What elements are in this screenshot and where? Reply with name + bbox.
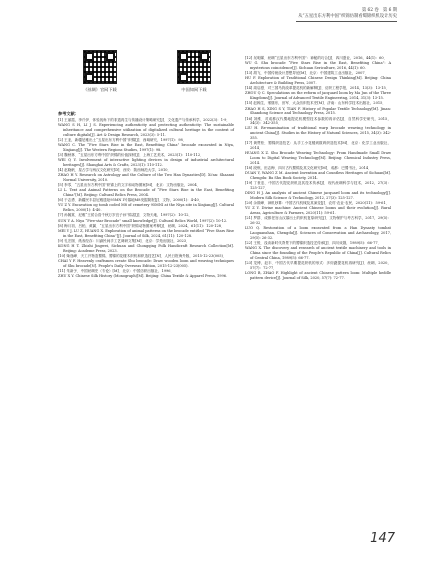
reference-entry: LUO Q. Restoration of a loom excavated from a Han Dynasty tombat Laoguanshan, Chengdu[J]. Sciences of Conservation and Archaeology, 2017, 29(5): 26-32.: [245, 226, 391, 241]
reference-entry: [13] 胡飞．中国传统设计思想导论[M]．北京：中国建筑工业出版社，2007．: [245, 71, 369, 76]
reference-entry: [10] 柴逸峰．天工开物造蜀锦，蜀锦的花楼木织机和织造技艺[N]．人民日报海外版，2015-12-23(005)．: [58, 253, 227, 258]
qr-cnki[interactable]: [166, 50, 222, 93]
reference-entry: [17] 黄赞松．蜀锦织造技艺：从手工小花楼到数码织造技术[M]．北京：化学工业出版社，2014．: [245, 141, 391, 151]
reference-entry: YU Z Y. Excavation og tomb coded M8 of cemetery 95MNI at the Niya site in Xinjiang[J]. Cultural Relics, 2000(1): 4-40.: [58, 203, 234, 213]
references-left-column: [58, 112, 234, 279]
reference-entry: [8] 梅月初，吕柏，黄翼．“五星出东方利中国”织锦动物图案考释[J]．丝绸，2024，61(11)：120-128．: [58, 223, 225, 228]
reference-entry: ZHU X Y. Chinese Silk History (Monograph)[M]. Beijing: China Textile & Apparel Press, 1996.: [58, 274, 228, 279]
running-header: [298, 8, 397, 20]
reference-entry: [1] 王丽霞，李斤伊．体验视角下的非遗再生与传播设计策略研究[J]．文化遗产与传承科学，2022(3)：1-9．: [58, 117, 230, 122]
reference-entry: WANG S H, LI J S. Experiencing authenticity and protecting authenticity: The sustainable inheritance and comprehensive utilization of digitalized cultural heritage in the context of culture digitals[J]. Art & Design Research, 2023(3): 5-11.: [58, 122, 234, 137]
reference-entry: DUAN Y, WANG Z M. Ancient Invention and Countless Heritages of Sichuan[M]. Chengdu: Ba Shu Book Society, 2014.: [245, 171, 391, 181]
reference-entry: [11] 朱新予．中国丝绸史（专论）[M]．北京：中国纺织出版社，1996．: [58, 269, 175, 274]
references-right-column: [245, 56, 391, 281]
reference-entry: WANG X. The discovery and research of ancient textile machinery and tools in China since the founding of the People's Republic of China[J]. Cultural Relics of Central China, 1989(5): 66-77.: [245, 246, 391, 260]
reference-entry: [19] 丁世忠．中国古代提花织机及其技术传承[J]．现代丝绸科学与技术，2012，27(3)：125-127．: [245, 181, 391, 191]
article-running-title: 从“五星出东方利中国”织锦仿制看蜀锦织机设计历史: [298, 14, 397, 19]
reference-entry: [16] 刘维．对成都汉代蜀地提花机模型技术参数的再评估[J]．自然科学史研究，2015，34(3)：342-355．: [245, 116, 391, 126]
reference-entry: [20] 余筱峰．神机妙算：中国古代机械及其演变[J]．农村·农业·农民，2020(11)：59-61．: [245, 201, 390, 206]
reference-entry: [18] 段炼，田志梅．四川古代蜀锦及其文化研究[M]．成都：巴蜀书社，2014．: [245, 166, 372, 171]
qr-cnki-caption: 中国知网下载: [181, 87, 207, 92]
reference-entry: HU F. Exploration of Traditional Chinese Design Thinking[M]. Beijing: China Architecture & Building Press, 2007.: [245, 76, 391, 86]
reference-entry: LIU H. Re-examination of traditional warp brocade weaving technology in ancient China[J]. Studies in the History of Natural Sciences, 2015, 34(3): 342-355.: [245, 126, 391, 141]
reference-entry: [4] 赵晓帆．星占学与两汉文化研究[D]．西安：陕西师范大学，2010．: [58, 168, 172, 173]
reference-entry: [9] 孔宏图．纸寿经存：川渝民间手工艺调研文集[M]．北京：学苑出版社，2023．: [58, 238, 190, 243]
references-heading: 参考文献：: [58, 111, 79, 116]
reference-entry: [12] 吴明娣．丝绸“五星出东方利中国”：神秘的巧合[J]．四川蚕业，2016，44(1)：60．: [245, 56, 388, 60]
reference-entry: [22] 王锐．浅谈新时代背景下的蜀锦织造技艺传承[J]．四川戏剧，1989(5)：66-77．: [245, 241, 382, 246]
reference-entry: ZHOU Q C. Speculations on the reform of jacquard loom by Ma Jun of the Three Kingdoms[J]. Journal of Advanced Textile Engineering, 2014, 31(3): 13-15.: [245, 91, 391, 101]
reference-entry: HUANG X Z. Shu Brocade Weaving Technology: From Handmade Small Draw Loom to Digital Weaving Technology[M]. Beijing: Chemical Industry Press, 2014.: [245, 151, 391, 165]
reference-entry: WANG C. The “Five Stars Rise in the East, Benefiting China” brocade excavated in Niya, Xinjiang[J]. The Western Regions Studies, 1997(1): 98.: [58, 142, 234, 152]
reference-entry: LONG B, ZHAO F. Highlight of ancient Chinese pattern loom: Multiple heddle pattern device[J]. Journal of Silk, 2020, 57(7): 72-77.: [245, 271, 391, 280]
qr-code-icon[interactable]: [177, 50, 211, 84]
reference-entry: [7] 孙毓棠．尼雅“王侯合昏千秋万岁宜子孙”锦衾[J]．文物天地，1997(2)：10-12．: [58, 213, 193, 218]
reference-entry: YU Z Y. Divine machine: Ancient Chinese looms and their evolution[J]. Rural Areas, Agriculture & Farmers, 2020(11): 59-61.: [245, 206, 391, 216]
reference-entry: LI L. Text and Animal Patterns on the Brocade of “Five Stars Rise in the East, Benefiting China”[M]. Beijing: Cultural Relics Press, 2004.: [58, 188, 234, 198]
reference-entry: MEI Y J, LU Z, HUANG X. Exploration of animal patterns on the brocade entitled “Five Stars Rise in the East, Benefiting China”[J]. Journal of Silk, 2024, 61(11): 120-128.: [58, 228, 234, 238]
reference-entry: ZHAO H Y. Research on Astrology and the Culture of the Two Han Dynasties[D]. Xi'an: Shaanxi Normal University, 2010.: [58, 173, 234, 183]
reference-entry: WEI Q Y. Involvement of interactive lighting devices in design of industrial architectural heritages[J]. Shanghai Arts & Crafts, 2023(1): 110-112.: [58, 158, 234, 167]
header-rule: [296, 21, 397, 22]
reference-entry: SUN Y A. Niya “Five-star Brocade” small knowledge[J]. Cultural Relics World, 1997(2): 10-12.: [58, 218, 228, 223]
reference-entry: [14] 周启澄．对三国马钧改革提花机的新解释[J]．纺织工程学报，2014，13(3)：13-15．: [245, 86, 390, 91]
reference-entry: [23] 龙博，赵丰．中国古代早期提花织机的形式：多综蹑提花机再研究[J]．丝绸，2020，57(7)：72-77．: [245, 261, 391, 270]
qr-official-site[interactable]: [72, 50, 128, 93]
journal-volume: 第 62 卷 第 6 期: [361, 8, 397, 13]
page-number: 147: [370, 531, 395, 546]
reference-entry: [21] 罗群．成都老官山汉墓出土的织机复原研究[J]．文物保护与考古科学，2017，29(5)：26-32．: [245, 216, 391, 226]
reference-entry: [15] 赵翰生，邢继东，田军．大众纺织技术史[M]．济南：山东科学技术出版社，2015．: [245, 101, 386, 106]
reference-entry: DING H J. An analysis of ancient Chinese jacquard loom and its technology[J]. Modern Silk Science & Technology, 2012, 27(3): 125-127.: [245, 191, 391, 201]
qr-official-caption: 《丝绸》官网下载: [83, 87, 117, 92]
reference-entry: [3] 魏秋林．“五星出东方利中国”织锦的价值探析[J]．上海工艺美术，2023(1)：110-112．: [58, 152, 204, 157]
reference-entry: ZHAO H S, XING S Y, TIAN F. History of Popular Textile Technology[M]. Jinan: Shandong Science and Technology Press, 2015.: [245, 106, 391, 116]
reference-entry: KONG H T. Zhizhi Jingwei, Sichuan and Chongqing Folk Handicraft Research Collection[M]. Beijing: Academe Press, 2023.: [58, 243, 234, 253]
reference-entry: CHAI Y F. Heavenly craftsmen create Shu brocade: Draw wooden loom and weaving techniques of Shu brocade[N]. People's Daily Overseas Edition, 2015-12-23(005).: [58, 259, 234, 268]
reference-entry: [6] 于志勇．新疆民丰县尼雅遗址95MN I号墓地M8发掘简报[J]．文物，2000(1)：4-40．: [58, 198, 203, 203]
reference-entry: [5] 李零．“五星出东方利中国”织锦上的文字和动物图案[M]．北京：文物出版社，2004．: [58, 183, 201, 188]
qr-code-row: [72, 50, 222, 93]
qr-code-icon[interactable]: [83, 50, 117, 84]
reference-entry: WU G. Shu brocade “Five Stars Rise in the East, Benefiting China”: A mysterious coincidence[J]. Sichuan Sericulture, 2016, 44(1): 60.: [245, 61, 391, 70]
reference-entry: [2] 王亚，新疆尼雅出土“五星出东方利中国”织锦[J]．西域研究，1997(1)：98．: [58, 137, 187, 142]
